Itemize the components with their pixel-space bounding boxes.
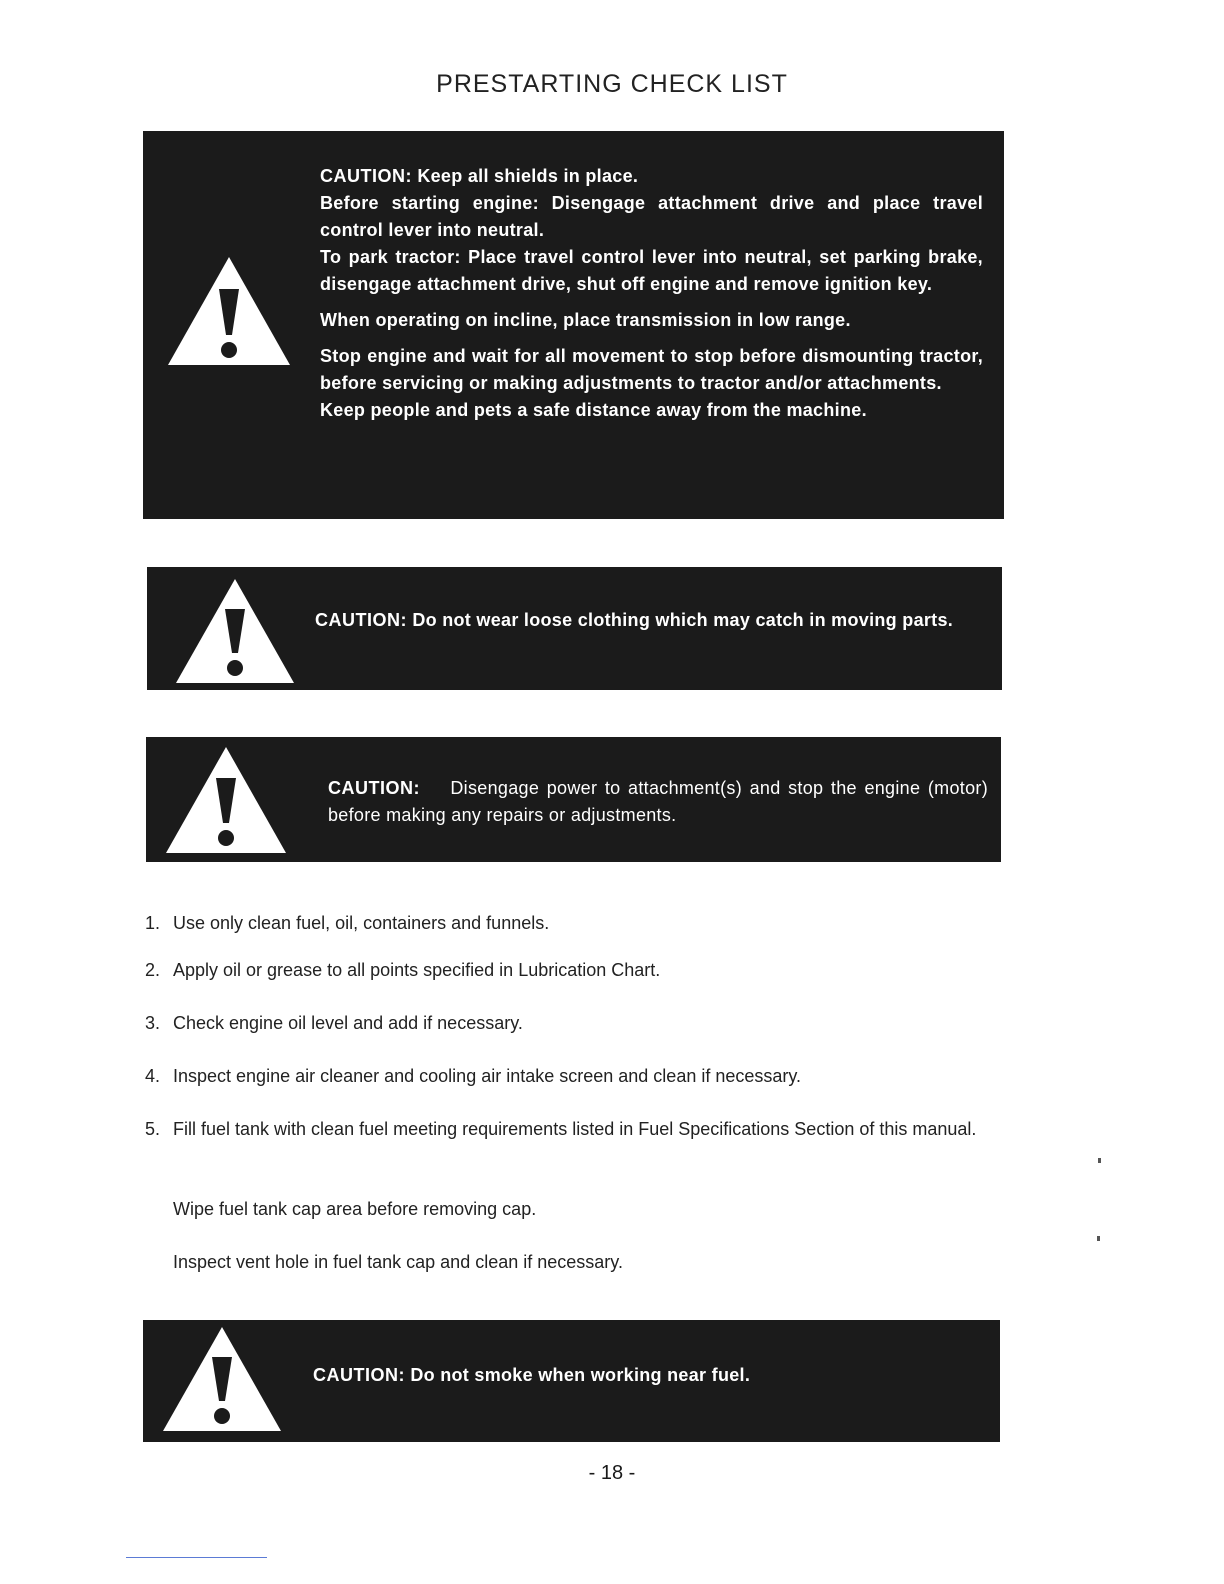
scan-speck — [1097, 1236, 1100, 1241]
warning-triangle-icon — [161, 1325, 283, 1433]
caution-box-shields — [143, 131, 1004, 519]
list-item-number: 4. — [145, 1066, 161, 1086]
list-item — [145, 1063, 1010, 1090]
caution-text-smoking — [313, 1362, 973, 1389]
list-item-number: 2. — [145, 960, 161, 980]
caution-text-shields — [320, 163, 983, 424]
warning-triangle-icon — [174, 577, 296, 685]
checklist-note: Wipe fuel tank cap area before removing cap. — [173, 1199, 537, 1219]
caution-message: Disengage power to attachment(s) and stop the engine (motor) before making any repairs or adjustments. — [328, 778, 988, 825]
list-item-number: 1. — [145, 913, 161, 933]
caution-box-smoking — [143, 1320, 1000, 1442]
scan-speck — [1098, 1158, 1101, 1163]
caution-label: CAUTION: — [313, 1365, 405, 1385]
caution-paragraph: To park tractor: Place travel control lever into neutral, set parking brake, disengage attachment drive, shut off engine and remove ignition key. — [320, 247, 983, 294]
list-item-text: Check engine oil level and add if necessary. — [173, 1013, 523, 1033]
caution-paragraph: Keep all shields in place. — [417, 166, 639, 186]
caution-label: CAUTION: — [328, 778, 420, 798]
checklist-note: Inspect vent hole in fuel tank cap and clean if necessary. — [173, 1252, 623, 1272]
list-item-text: Use only clean fuel, oil, containers and funnels. — [173, 913, 550, 933]
caution-label: CAUTION: — [320, 166, 412, 186]
list-item-number: 5. — [145, 1119, 161, 1139]
caution-paragraph: Before starting engine: Disengage attachment drive and place travel control lever into neutral. — [320, 193, 983, 240]
page-title: PRESTARTING CHECK LIST — [436, 70, 788, 98]
caution-paragraph: Stop engine and wait for all movement to stop before dismounting tractor, before servicing or making adjustments to tractor and/or attachments. — [320, 346, 983, 393]
footer-line — [126, 1557, 267, 1558]
warning-triangle-icon — [166, 255, 292, 367]
caution-paragraph: When operating on incline, place transmission in low range. — [320, 310, 851, 330]
caution-box-clothing — [147, 567, 1002, 690]
caution-box-repairs — [146, 737, 1001, 862]
caution-message: Do not wear loose clothing which may catch in moving parts. — [412, 610, 954, 630]
caution-message: Do not smoke when working near fuel. — [410, 1365, 751, 1385]
caution-label: CAUTION: — [315, 610, 407, 630]
caution-paragraph: Keep people and pets a safe distance away from the machine. — [320, 400, 867, 420]
list-item-text: Inspect engine air cleaner and cooling air intake screen and clean if necessary. — [173, 1066, 802, 1086]
list-item — [145, 910, 1010, 937]
warning-triangle-icon — [164, 745, 288, 855]
page-number: - 18 - — [588, 1462, 636, 1484]
caution-text-repairs — [328, 775, 988, 829]
list-item — [145, 957, 1010, 984]
list-item-number: 3. — [145, 1013, 161, 1033]
caution-text-clothing — [315, 607, 982, 634]
list-item-text: Fill fuel tank with clean fuel meeting requirements listed in Fuel Specifications Section of this manual. — [173, 1119, 977, 1139]
list-item-text: Apply oil or grease to all points specified in Lubrication Chart. — [173, 960, 661, 980]
list-item — [145, 1010, 1010, 1037]
list-item — [145, 1116, 1010, 1143]
